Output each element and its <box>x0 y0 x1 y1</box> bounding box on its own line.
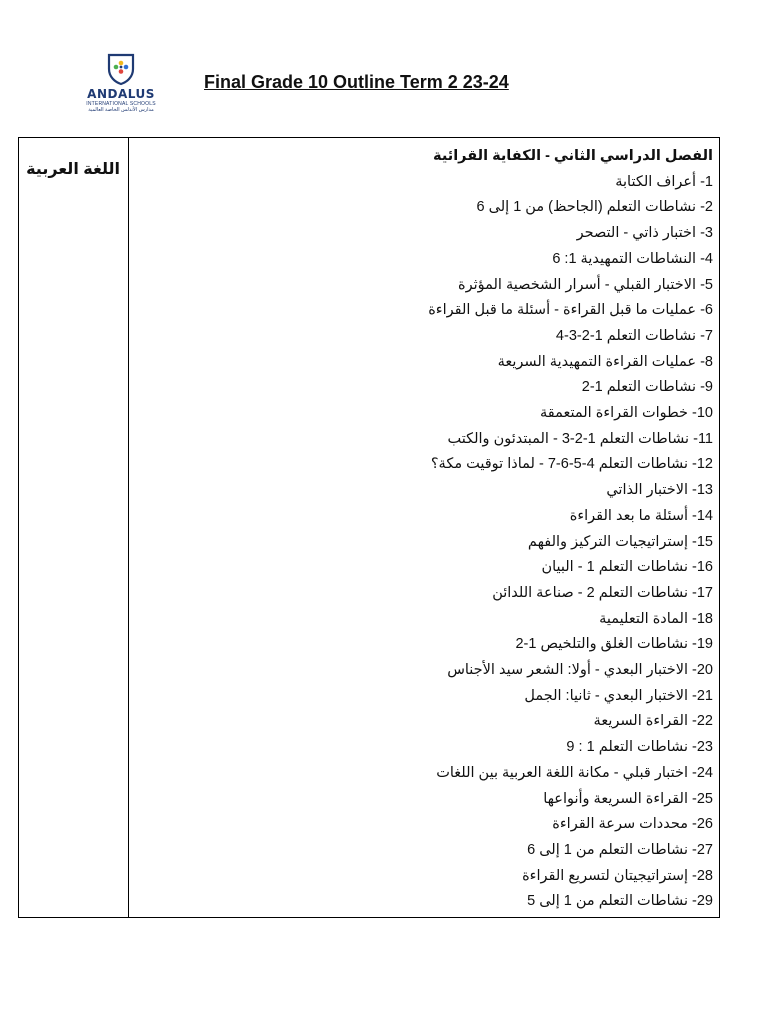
shield-emblem-icon <box>105 52 137 86</box>
outline-item: 14- أسئلة ما بعد القراءة <box>569 507 713 524</box>
term-heading: الفصل الدراسي الثاني - الكفاية القرائية <box>433 148 713 164</box>
subject-label: اللغة العربية <box>26 161 120 178</box>
logo-wordmark: ANDALUS <box>87 87 155 101</box>
outline-item: 24- اختبار قبلي - مكانة اللغة العربية بين اللغات <box>436 764 713 781</box>
outline-item: 1- أعراف الكتابة <box>615 173 713 190</box>
subject-column <box>19 138 129 917</box>
outline-item: 26- محددات سرعة القراءة <box>552 816 713 833</box>
outline-item: 27- نشاطات التعلم من 1 إلى 6 <box>527 841 713 858</box>
logo-tagline: مدارس الأندلس الخاصة العالمية <box>88 107 154 113</box>
outline-item: 17- نشاطات التعلم 2 - صناعة اللدائن <box>492 584 713 601</box>
outline-item: 8- عمليات القراءة التمهيدية السريعة <box>497 353 713 370</box>
outline-item: 15- إستراتيجيات التركيز والفهم <box>527 533 713 550</box>
outline-item: 6- عمليات ما قبل القراءة - أسئلة ما قبل القراءة <box>428 302 713 319</box>
outline-item: 21- الاختبار البعدي - ثانيا: الجمل <box>524 687 713 704</box>
outline-item: 9- نشاطات التعلم 1-2 <box>581 379 713 396</box>
outline-item: 29- نشاطات التعلم من 1 إلى 5 <box>527 893 713 910</box>
page-title: Final Grade 10 Outline Term 2 23-24 <box>204 72 509 92</box>
outline-item: 7- نشاطات التعلم 1-2-3-4 <box>555 327 713 344</box>
outline-item: 28- إستراتيجيتان لتسريع القراءة <box>522 867 713 884</box>
outline-item: 19- نشاطات الغلق والتلخيص 1-2 <box>515 636 713 653</box>
outline-item: 11- نشاطات التعلم 1-2-3 - المبتدئون والكتب <box>447 430 713 447</box>
outline-item: 10- خطوات القراءة المتعمقة <box>540 405 713 422</box>
outline-item: 25- القراءة السريعة وأنواعها <box>543 790 713 807</box>
outline-item: 13- الاختبار الذاتي <box>606 482 713 499</box>
outline-table <box>18 137 720 918</box>
outline-item: 22- القراءة السريعة <box>593 713 713 730</box>
outline-list <box>428 144 713 915</box>
outline-item: 4- النشاطات التمهيدية 1: 6 <box>552 250 713 267</box>
outline-item: 12- نشاطات التعلم 4-5-6-7 - لماذا توقيت مكة؟ <box>430 456 713 473</box>
outline-item: 18- المادة التعليمية <box>599 610 713 627</box>
outline-item: 2- نشاطات التعلم (الجاحظ) من 1 إلى 6 <box>476 199 713 216</box>
outline-item: 5- الاختبار القبلي - أسرار الشخصية المؤثرة <box>457 276 713 293</box>
outline-item: 20- الاختبار البعدي - أولا: الشعر سيد الأجناس <box>447 662 713 679</box>
content-column <box>129 138 719 917</box>
logo-subtitle: INTERNATIONAL SCHOOLS <box>86 101 156 107</box>
outline-item: 3- اختبار ذاتي - التصحر <box>576 225 713 242</box>
school-logo <box>78 52 164 128</box>
outline-item: 23- نشاطات التعلم 1 : 9 <box>566 739 713 756</box>
outline-item: 16- نشاطات التعلم 1 - البيان <box>541 559 713 576</box>
